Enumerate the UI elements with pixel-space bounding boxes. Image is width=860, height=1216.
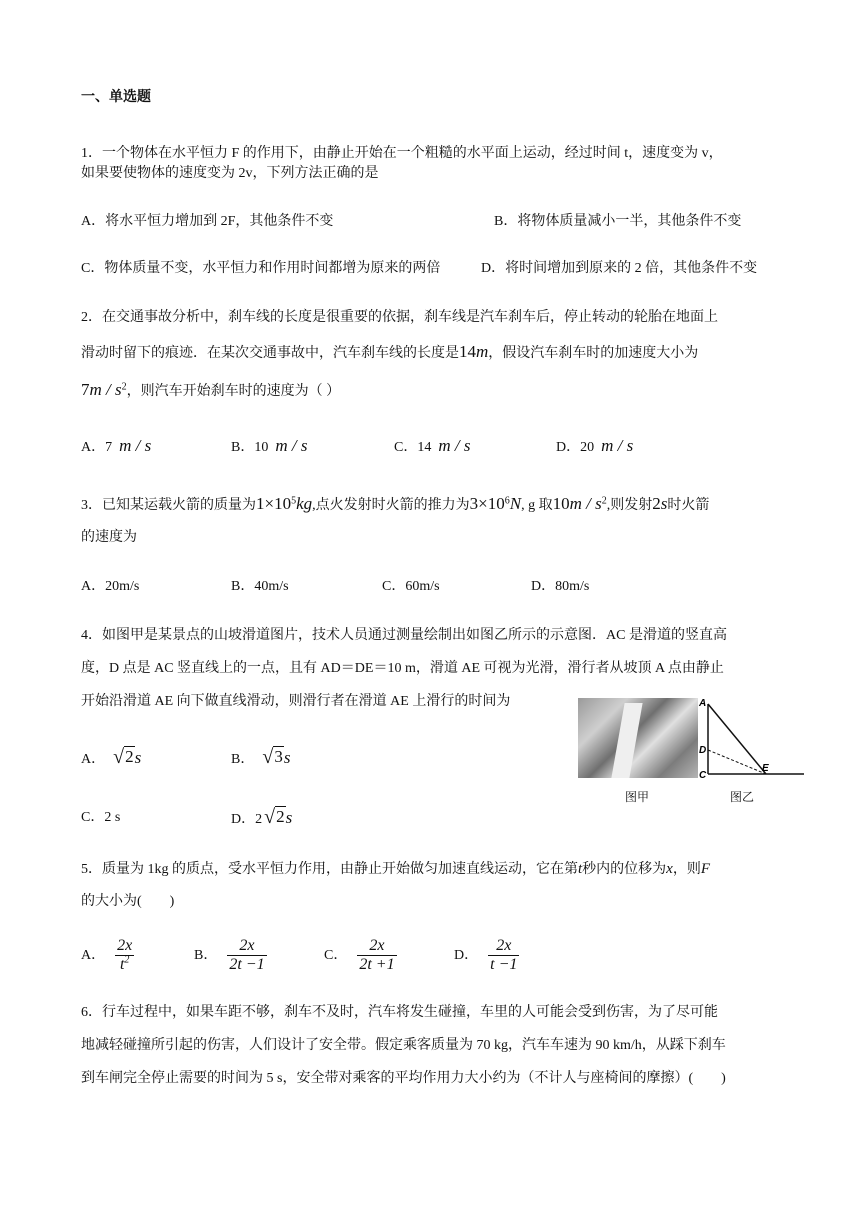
q5-option-a-label: A． [81,948,106,963]
q6-line3: 到车闸完全停止需要的时间为 5 s，安全带对乘客的平均作用力大小约为（不计人与座椅间的摩擦）( ) [81,1071,726,1086]
q3-thrust-unit: N [509,494,522,513]
diagram-label-e: E [762,763,769,774]
q2-option-c-label: C．14 [394,440,432,455]
q4-figure-caption-left: 图甲 [625,790,650,804]
q6-line1: 6．行车过程中，如果车距不够，刹车不及时，汽车将发生碰撞，车里的人可能会受到伤害，为了尽可能 [81,1005,718,1020]
diagram-label-a: A [699,698,707,709]
q5-option-b-frac: $\frac{2x}{2t -1}$ [229,937,265,974]
q3-line1-text-e: 时火箭 [667,498,710,513]
q2-line3 [81,380,340,402]
q2-option-a[interactable] [81,436,151,458]
q4-figure-photo [578,698,698,778]
q4-line2: 度，D 点是 AC 竖直线上的一点，且有 AD＝DE＝10 m，滑道 AE 可视为光滑，滑行者从坡顶 A 点由静止 [81,661,724,676]
q5-option-d-frac: $\frac{2x}{t -1}$ [490,937,518,974]
q5-line1-text-a: 5．质量为 1kg 的质点，受水平恒力作用，由静止开始做匀加速直线运动，它在第 [81,862,578,877]
q3-line1-text-a: 3．已知某运载火箭的质量为 [81,498,256,513]
q4-option-b-sqrt: √ 3 [262,746,283,768]
q5-option-b-label: B． [194,948,218,963]
q2-option-b-unit: m / s [275,436,308,455]
q4-option-d-label: D．2 [231,812,263,827]
q2-accel-value: 7 [81,380,90,399]
q2-option-c-unit: m / s [438,436,471,455]
q5-option-c-label: C． [324,948,348,963]
q2-option-d[interactable] [556,436,633,458]
q2-line2-text-b: ，假设汽车刹车时的加速度大小为 [488,346,699,361]
q3-line1-text-c: , g 取 [521,498,553,513]
q4-option-a-unit: s [134,748,142,767]
q4-figure-diagram [698,692,808,784]
q3-line1-text-b: ,点火发射时火箭的推力为 [312,498,470,513]
q3-thrust-exp: 6 [504,495,510,507]
q4-option-b[interactable] [231,746,290,770]
q1-option-c[interactable]: C．物体质量不变，水平恒力和作用时间都增为原来的两倍 [81,261,441,276]
q4-option-b-unit: s [283,748,291,767]
q3-option-b[interactable]: B．40m/s [231,579,289,594]
q3-g-value: 10 [552,494,570,513]
q3-mass-exp: 5 [291,495,297,507]
q5-var-x: x [666,861,673,877]
q3-g-exp: 2 [601,495,607,507]
q5-var-f: F [700,861,711,877]
q5-option-c-frac: $\frac{2x}{2t +1}$ [359,937,395,974]
q3-time-unit: s [660,494,668,513]
q3-option-a[interactable]: A．20m/s [81,579,140,594]
q2-length-value: 14 [459,342,476,361]
q5-line1-text-c: ，则 [672,862,701,877]
q4-option-b-label: B． [231,752,255,767]
q4-option-c[interactable]: C．2 s [81,810,121,825]
section-heading: 一、单选题 [81,88,151,104]
q4-option-d-sqrt: √ 2 [264,806,285,828]
q3-time-value: 2 [652,494,661,513]
q3-mass: 1×10 [256,494,292,513]
q5-line1-text-b: 秒内的位移为 [582,862,667,877]
q3-line2: 的速度为 [81,530,137,545]
q1-option-a[interactable]: A．将水平恒力增加到 2F，其他条件不变 [81,214,334,229]
q1-line2: 如果要使物体的速度变为 2v，下列方法正确的是 [81,166,379,181]
q6-line2: 地减轻碰撞所引起的伤害，人们设计了安全带。假定乘客质量为 70 kg，汽车车速为 90 km/h，从踩下刹车 [81,1038,726,1053]
q3-mass-unit: kg [296,494,313,513]
q2-accel-unit: m / s [89,380,122,399]
q4-figure-caption-right: 图乙 [730,790,755,804]
q2-line2-text-a: 滑动时留下的痕迹．在某次交通事故中，汽车刹车线的长度是 [81,346,459,361]
q5-line2: 的大小为( ) [81,894,175,909]
q2-length-unit: m [476,342,489,361]
q1-option-d[interactable]: D．将时间增加到原来的 2 倍，其他条件不变 [481,261,758,276]
diagram-label-c: C [699,770,707,781]
q5-option-d[interactable] [454,936,519,976]
q2-option-b[interactable] [231,436,307,458]
q5-option-c[interactable] [324,936,397,976]
q3-line1 [81,494,709,516]
q4-line3: 开始沿滑道 AE 向下做直线滑动，则滑行者在滑道 AE 上滑行的时间为 [81,694,511,709]
q4-option-a-sqrt: √ 2 [113,746,134,768]
q5-var-t: t [578,861,583,877]
q2-option-a-unit: m / s [119,436,152,455]
q5-option-a[interactable] [81,936,134,976]
q3-option-d[interactable]: D．80m/s [531,579,590,594]
q1-line1: 1．一个物体在水平恒力 F 的作用下，由静止开始在一个粗糙的水平面上运动，经过时间 t，速度变为 v， [81,146,723,161]
q2-option-c[interactable] [394,436,470,458]
q4-option-a-label: A． [81,752,106,767]
q5-line1 [81,859,710,880]
q4-line1: 4．如图甲是某景点的山坡滑道图片，技术人员通过测量绘制出如图乙所示的示意图．AC 是滑道的竖直高 [81,628,727,643]
q4-option-d-unit: s [285,808,293,827]
q5-option-a-frac: $\frac{2x}{t^2}$ [117,937,133,974]
q1-option-b[interactable]: B．将物体质量减小一半，其他条件不变 [494,214,742,229]
q5-option-b[interactable] [194,936,267,976]
q2-option-d-label: D．20 [556,440,595,455]
q4-option-d[interactable] [231,806,292,830]
q2-option-d-unit: m / s [601,436,634,455]
q3-g-unit: m / s [569,494,602,513]
q2-option-a-label: A．7 [81,440,113,455]
q2-accel-exp: 2 [121,381,127,393]
q2-line2 [81,342,698,364]
diagram-label-d: D [699,745,707,756]
q3-line1-text-d: ,则发射 [606,498,653,513]
q4-option-a[interactable] [81,746,141,770]
q5-option-d-label: D． [454,948,479,963]
q2-line3-text: ，则汽车开始刹车时的速度为（ ） [126,384,341,399]
q2-option-b-label: B．10 [231,440,269,455]
q3-option-c[interactable]: C．60m/s [382,579,440,594]
q3-thrust: 3×10 [469,494,505,513]
q2-line1: 2．在交通事故分析中，刹车线的长度是很重要的依据，刹车线是汽车刹车后，停止转动的轮胎在地面上 [81,310,718,325]
